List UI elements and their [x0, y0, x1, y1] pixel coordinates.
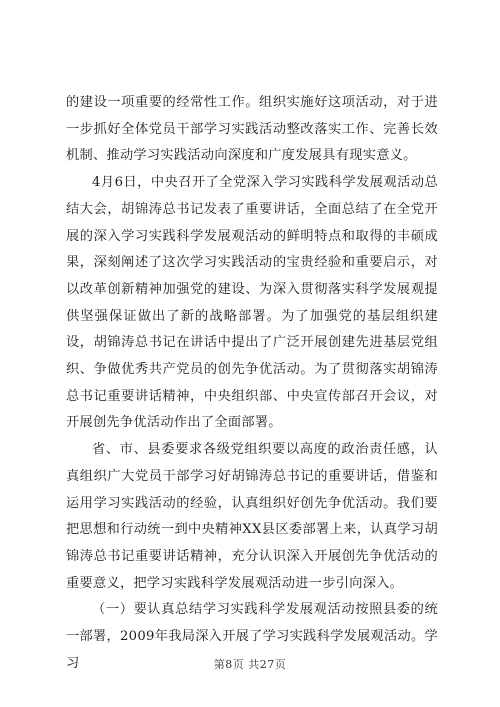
paragraph-1: 的建设一项重要的经常性工作。组织实施好这项活动，对于进一步抓好全体党员干部学习实践活动整改落实工作、完善长效机制、推动学习实践活动向深度和广度发展具有现实意义。: [66, 95, 438, 164]
paragraph-2: 4月6日，中央召开了全党深入学习实践科学发展观活动总结大会，胡锦涛总书记发表了重要讲话，全面总结了在全党开展的深入学习实践科学发展观活动的鲜明特点和取得的丰硕成果，深刻阐述了这次学习实践活动的宝贵经验和重要启示，对以改革创新精神加强党的建设、为深入贯彻落实科学发展观提供坚强保证做出了新的战略部署。为了加强党的基层组织建设，胡锦涛总书记在讲话中提出了广泛开展创建先进基层党组织、争做优秀共产党员的创先争优活动。为了贯彻落实胡锦涛总书记重要讲话精神，中央组织部、中央宣传部召开会议，对开展创先争优活动作出了全面部署。: [66, 175, 438, 431]
document-body: [66, 90, 438, 677]
page-number-footer: 第8页 共27页: [213, 658, 287, 671]
paragraph-3: 省、市、县委要求各级党组织要以高度的政治责任感，认真组织广大党员干部学习好胡锦涛总书记的重要讲话，借鉴和运用学习实践活动的经验，认真组织好创先争优活动。我们要把思想和行动统一到中央精神XX县区委部署上来，认真学习胡锦涛总书记重要讲话精神，充分认识深入开展创先争优活动的重要意义，把学习实践科学发展观活动进一步引向深入。: [66, 442, 438, 591]
paragraph-4: （一）要认真总结学习实践科学发展观活动按照县委的统一部署，2009年我局深入开展了学习实践科学发展观活动。学习: [66, 602, 438, 671]
